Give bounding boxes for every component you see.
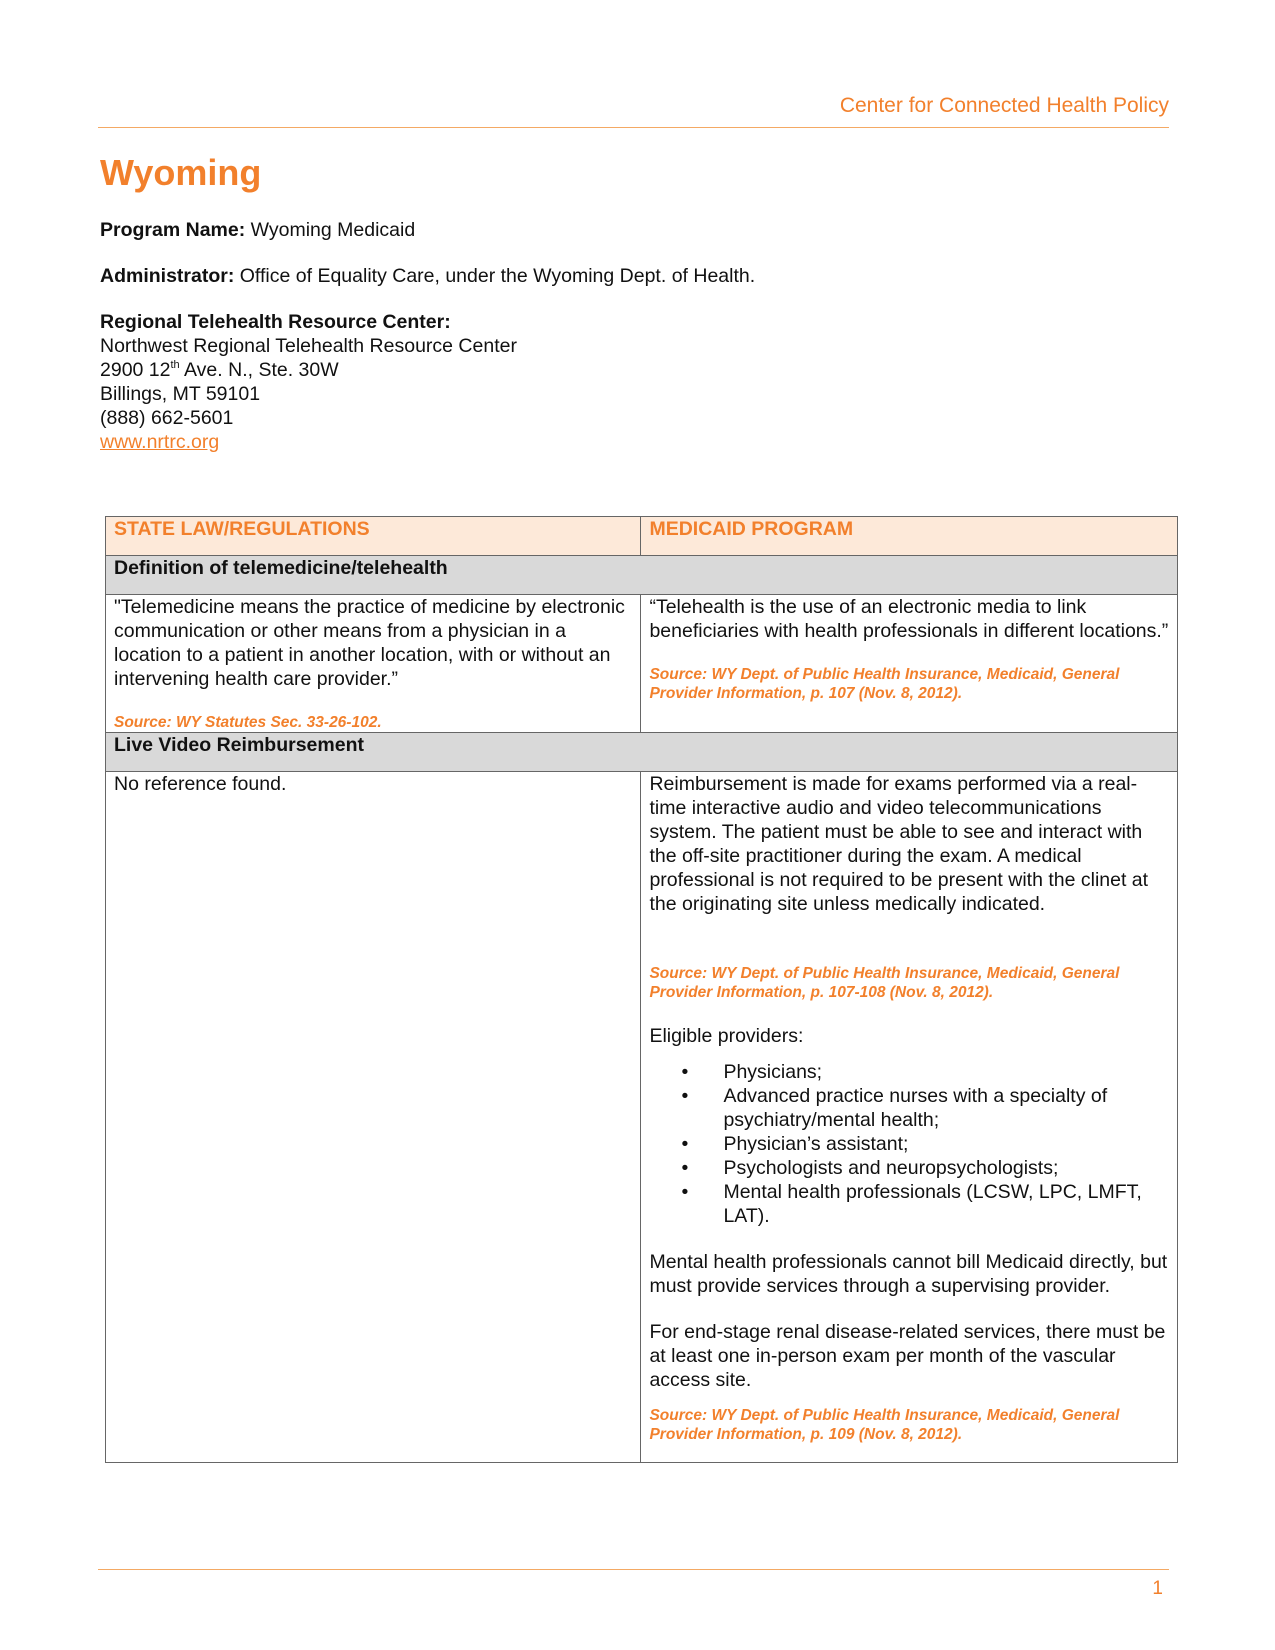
administrator-line	[100, 264, 755, 288]
program-label: Program Name:	[100, 219, 246, 241]
header-divider	[98, 127, 1169, 128]
column-header-medicaid: MEDICAID PROGRAM	[641, 517, 1178, 556]
list-item: • Psychologists and neuropsychologists;	[649, 1156, 1169, 1180]
table-row	[106, 772, 1178, 1463]
medicaid-definition-text: “Telehealth is the use of an electronic media to link beneficiaries with health professionals in different locations.”	[649, 596, 1169, 642]
resource-center-website-link[interactable]: www.nrtrc.org	[100, 431, 220, 453]
page-number: 1	[1152, 1578, 1163, 1599]
medicaid-cell	[641, 595, 1178, 733]
footer-divider	[98, 1569, 1169, 1570]
section-heading: Definition of telemedicine/telehealth	[106, 556, 1178, 595]
source-citation: Source: WY Statutes Sec. 33-26-102.	[114, 714, 382, 731]
state-law-cell	[106, 595, 641, 733]
reimbursement-text: Reimbursement is made for exams performed via a real-time interactive audio and video telecommunications system. The patient must be able to see and interact with the off-site practitioner during the exam. A medical professional is not required to be present with the clinet at the originating site unless medically indicated.	[649, 773, 1149, 915]
list-item: • Advanced practice nurses with a specialty of psychiatry/mental health;	[649, 1084, 1169, 1132]
table-row	[106, 595, 1178, 733]
resource-center-block	[100, 310, 517, 454]
eligible-providers-label: Eligible providers:	[649, 1025, 804, 1047]
state-law-text: No reference found.	[114, 773, 287, 795]
program-value: Wyoming Medicaid	[250, 219, 416, 241]
list-item: • Mental health professionals (LCSW, LPC, LMFT, LAT).	[649, 1180, 1169, 1228]
administrator-value: Office of Equality Care, under the Wyoming Dept. of Health.	[239, 265, 756, 287]
section-heading: Live Video Reimbursement	[106, 733, 1178, 772]
mental-health-note: Mental health professionals cannot bill Medicaid directly, but must provide services through a supervising provider.	[649, 1251, 1168, 1297]
medicaid-cell	[641, 772, 1178, 1463]
column-header-state-law: STATE LAW/REGULATIONS	[106, 517, 641, 556]
section-row-live-video	[106, 733, 1178, 772]
resource-center-name: Northwest Regional Telehealth Resource Center	[100, 335, 517, 357]
section-row-definition	[106, 556, 1178, 595]
table-header-row	[106, 517, 1178, 556]
source-citation: Source: WY Dept. of Public Health Insurance, Medicaid, General Provider Information, p. 107 (Nov. 8, 2012).	[649, 666, 1120, 702]
resource-center-phone: (888) 662-5601	[100, 407, 234, 429]
program-line	[100, 218, 415, 242]
esrd-note: For end-stage renal disease-related services, there must be at least one in-person exam per month of the vascular access site.	[649, 1321, 1166, 1391]
list-item: • Physicians;	[649, 1060, 1169, 1084]
list-item: • Physician’s assistant;	[649, 1132, 1169, 1156]
administrator-label: Administrator:	[100, 265, 235, 287]
resource-center-city: Billings, MT 59101	[100, 383, 261, 405]
page-title: Wyoming	[100, 152, 262, 193]
policy-table	[105, 516, 1178, 1463]
state-law-definition-text: "Telemedicine means the practice of medicine by electronic communication or other means from a physician in a location to a patient in another location, with or without an intervening health care provider.”	[114, 596, 625, 690]
source-citation: Source: WY Dept. of Public Health Insurance, Medicaid, General Provider Information, p. 109 (Nov. 8, 2012).	[649, 1407, 1120, 1443]
state-law-cell	[106, 772, 641, 1463]
resource-center-address: 2900 12th Ave. N., Ste. 30W	[100, 359, 339, 381]
resource-center-label: Regional Telehealth Resource Center:	[100, 311, 451, 333]
header-org-name: Center for Connected Health Policy	[839, 94, 1169, 117]
source-citation: Source: WY Dept. of Public Health Insurance, Medicaid, General Provider Information, p. 107-108 (Nov. 8, 2012).	[649, 965, 1120, 1001]
eligible-providers-list	[649, 1060, 1169, 1228]
